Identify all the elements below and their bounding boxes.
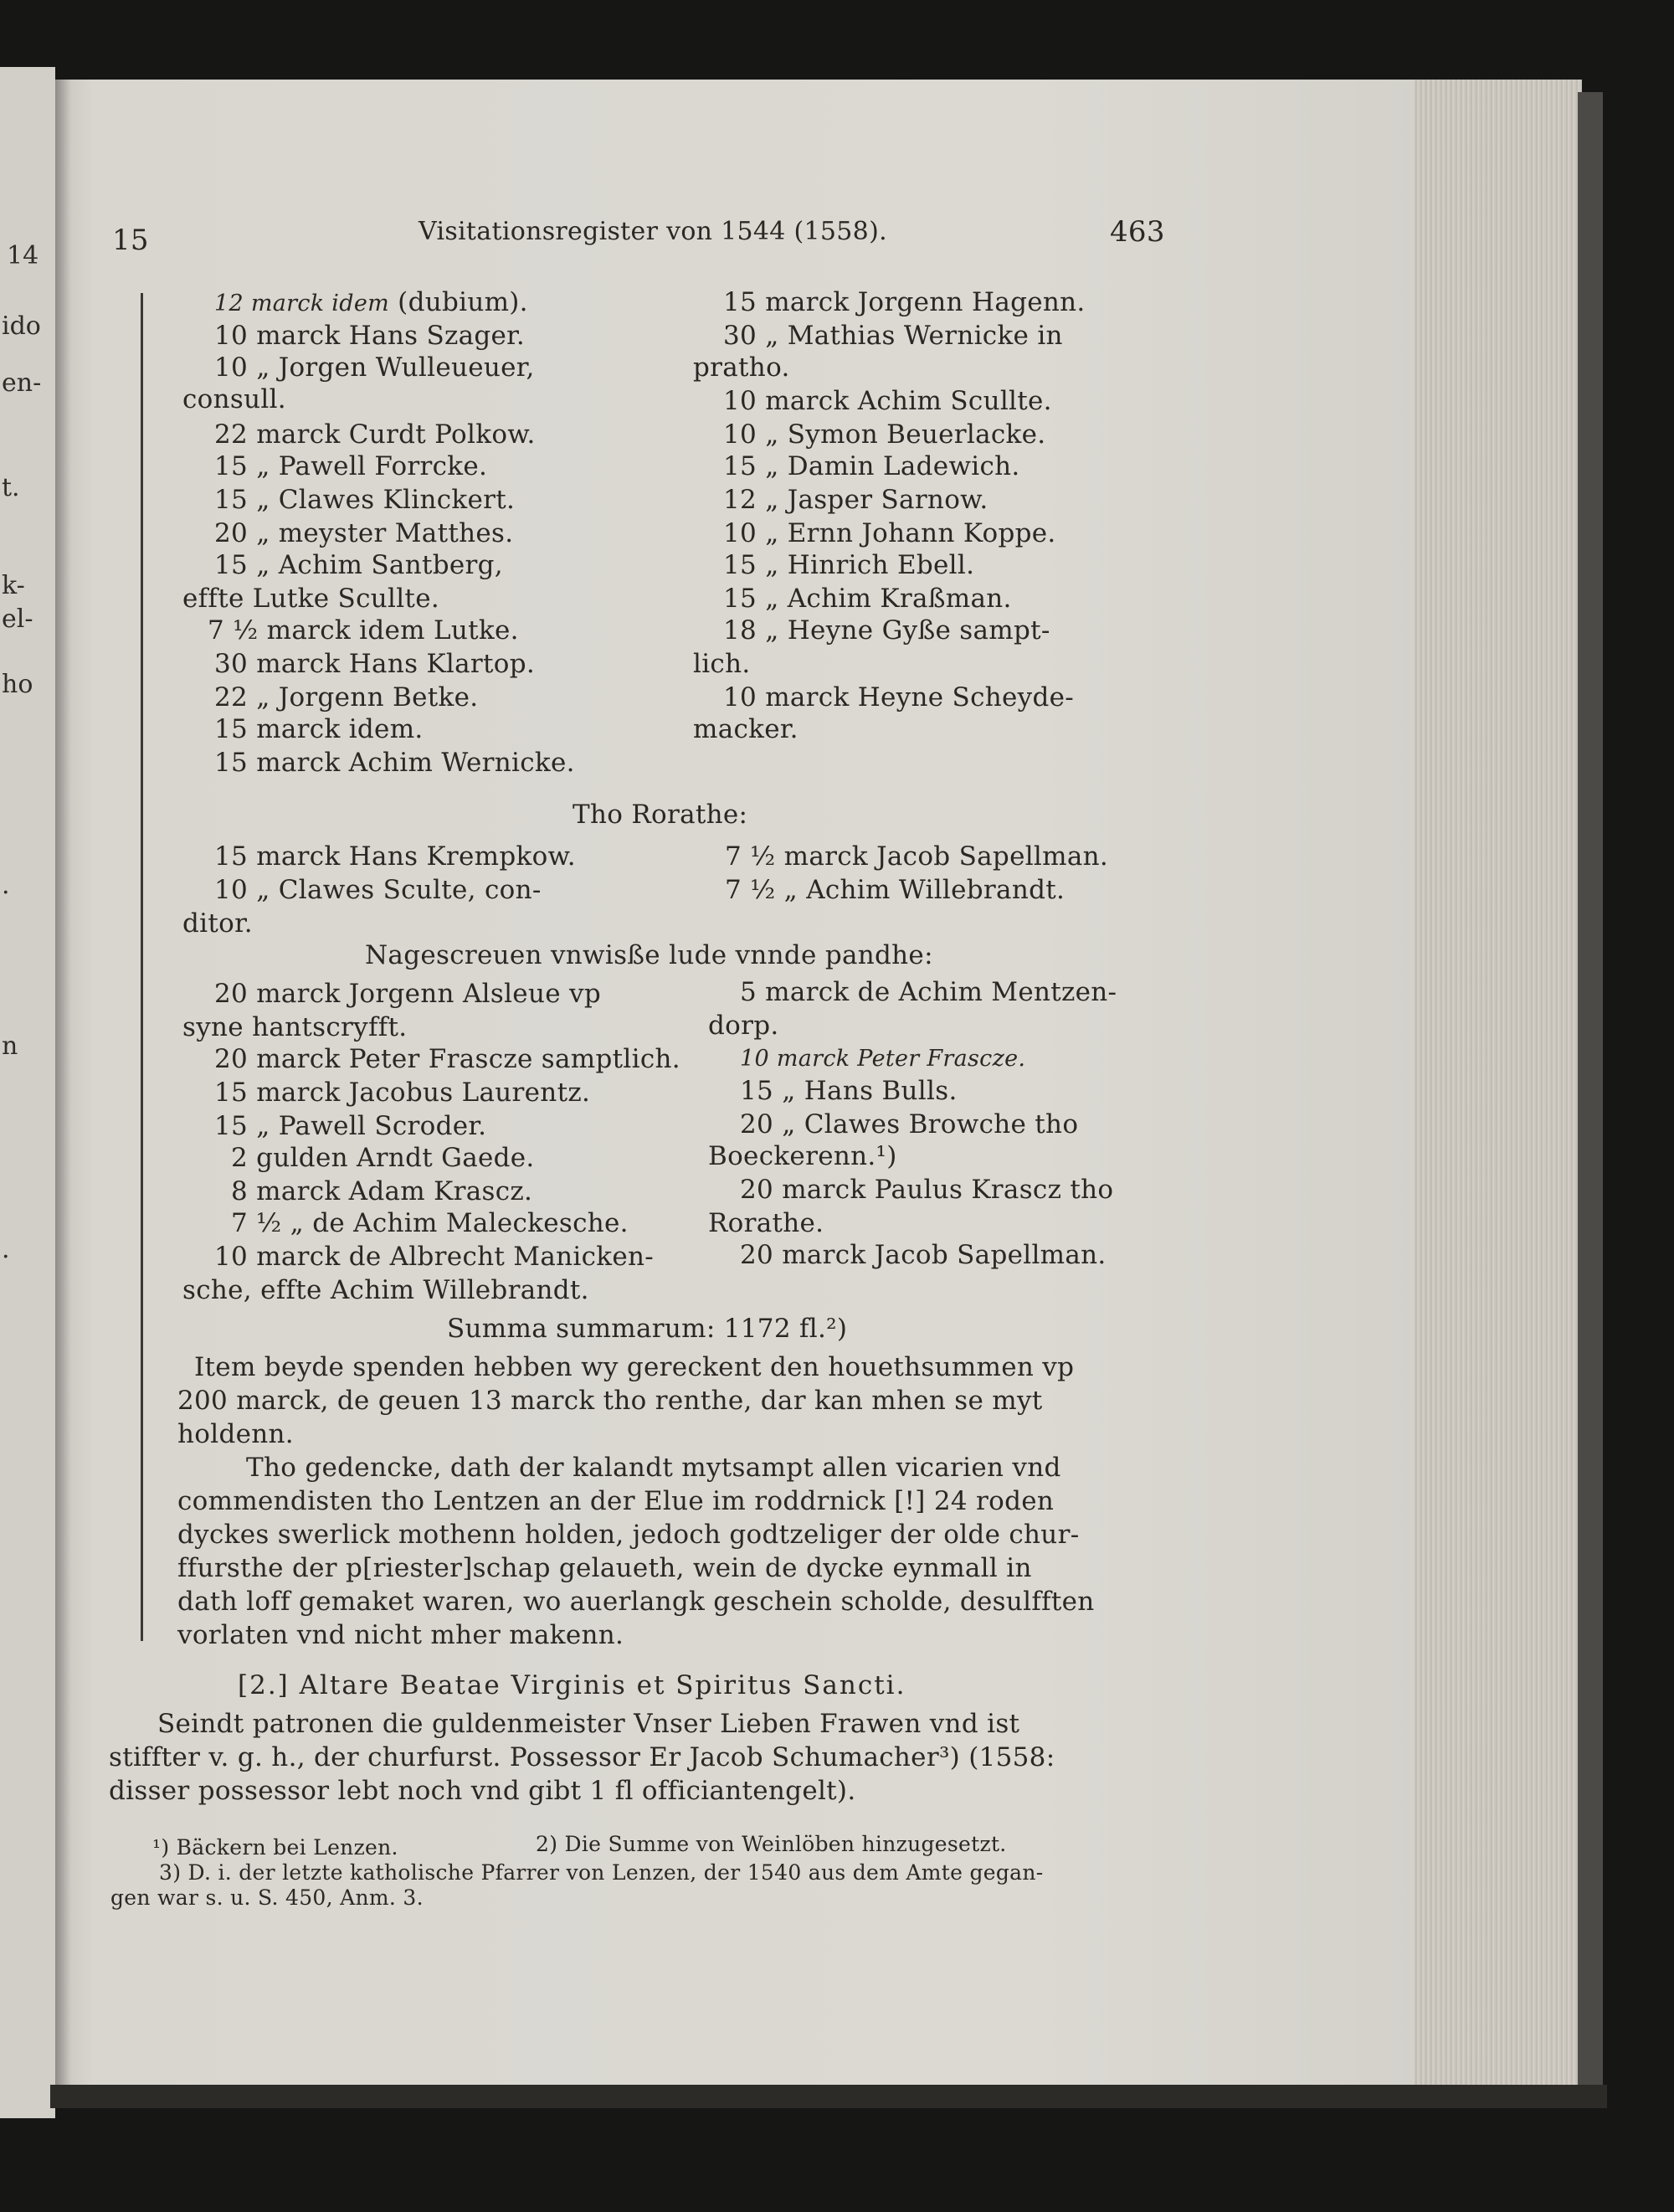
entry-line: 12 „ Jasper Sarnow. [723, 485, 988, 515]
entry-line: 15 „ Damin Ladewich. [723, 451, 1020, 481]
left-margin-text: k- [2, 571, 25, 600]
entry-line: 10 marck de Albrecht Manicken- [214, 1242, 655, 1272]
entry-line: effte Lutke Scullte. [182, 584, 439, 614]
paragraph-line: dath loff gemaket waren, wo auerlangk geschein scholde, desulfften [177, 1587, 1095, 1617]
paragraph-line: holdenn. [177, 1419, 294, 1449]
paragraph-line: ffursthe der p[riester]schap gelaueth, wein de dycke eynmall in [177, 1553, 1032, 1583]
entry-line: 15 „ Hans Bulls. [740, 1076, 958, 1106]
entry-line: 15 „ Hinrich Ebell. [723, 550, 975, 580]
left-folio: 15 [112, 224, 149, 257]
left-margin-text: 14 [7, 241, 39, 270]
entry-line: pratho. [693, 352, 790, 383]
entry-line: 15 marck Jorgenn Hagenn. [723, 287, 1086, 317]
left-margin-text: en- [2, 368, 42, 398]
entry-line: 30 „ Mathias Wernicke in [723, 321, 1063, 351]
entry-line: 7 ½ marck idem Lutke. [208, 615, 519, 646]
paragraph-line: vorlaten vnd nicht mher makenn. [177, 1620, 624, 1650]
entry-line: 20 „ Clawes Browche tho [740, 1109, 1079, 1139]
paragraph-line: Item beyde spenden hebben wy gereckent den houethsummen vp [194, 1352, 1075, 1382]
left-margin-text: el- [2, 604, 33, 634]
paragraph-line: dyckes swerlick mothenn holden, jedoch godtzeliger der olde chur- [177, 1520, 1080, 1550]
entry-line: 22 marck Curdt Polkow. [214, 419, 536, 450]
cover-edge [1578, 92, 1603, 2097]
paragraph-line: Seindt patronen die guldenmeister Vnser Lieben Frawen vnd ist [157, 1709, 1020, 1739]
paragraph-line: 200 marck, de geuen 13 marck tho renthe, dar kan mhen se myt [177, 1386, 1043, 1416]
entry-line: 7 ½ „ Achim Willebrandt. [725, 875, 1066, 905]
section-heading: [2.] Altare Beatae Virginis et Spiritus Sancti. [238, 1670, 906, 1700]
paragraph-line: Tho gedencke, dath der kalandt mytsampt allen vicarien vnd [246, 1453, 1061, 1483]
entry-line: macker. [693, 714, 798, 744]
entry-line: 15 marck Hans Krempkow. [214, 841, 576, 872]
entry-line: ditor. [182, 908, 253, 939]
entry-line: 22 „ Jorgenn Betke. [214, 682, 479, 712]
entry-line: 10 „ Symon Beuerlacke. [723, 419, 1046, 450]
entry-line: 8 marck Adam Krascz. [231, 1176, 533, 1206]
left-margin-text: . [2, 871, 10, 900]
left-margin-text: ido [2, 311, 41, 341]
section-heading: Tho Rorathe: [573, 800, 748, 830]
section-heading: Nagescreuen vnwisße lude vnnde pandhe: [365, 940, 933, 970]
footnote: gen war s. u. S. 450, Anm. 3. [110, 1885, 424, 1910]
entry-line: 20 marck Peter Frascze samptlich. [214, 1044, 680, 1074]
paragraph-line: stiffter v. g. h., der churfurst. Possessor Er Jacob Schumacher³) (1558: [109, 1742, 1055, 1772]
entry-line: 2 gulden Arndt Gaede. [231, 1143, 535, 1173]
entry-line: 12 marck idem (dubium). [214, 287, 528, 317]
entry-line: 10 „ Ernn Johann Koppe. [723, 518, 1056, 548]
entry-line: 15 „ Pawell Scroder. [214, 1111, 487, 1141]
entry-line: sche, effte Achim Willebrandt. [182, 1275, 589, 1305]
margin-rule [141, 293, 143, 1641]
entry-line: 15 marck Achim Wernicke. [214, 748, 575, 778]
entry-line: 15 „ Achim Kraßman. [723, 584, 1012, 614]
running-title: Visitationsregister von 1544 (1558). [418, 217, 887, 246]
entry-line: 10 „ Clawes Sculte, con- [214, 875, 542, 905]
footnote: ¹) Bäckern bei Lenzen. [152, 1835, 398, 1860]
paragraph-line: disser possessor lebt noch vnd gibt 1 fl officiantengelt). [109, 1776, 856, 1806]
paragraph-line: commendisten tho Lentzen an der Elue im roddrnick [!] 24 roden [177, 1486, 1055, 1516]
left-margin-text: n [2, 1031, 18, 1061]
entry-line: 5 marck de Achim Mentzen- [740, 977, 1117, 1007]
summa-line: Summa summarum: 1172 fl.²) [447, 1314, 848, 1344]
entry-line: 7 ½ marck Jacob Sapellman. [725, 841, 1109, 872]
entry-line: Rorathe. [708, 1208, 824, 1238]
left-margin-text: . [2, 1235, 10, 1264]
entry-line: 20 „ meyster Matthes. [214, 518, 514, 548]
entry-line: 20 marck Jacob Sapellman. [740, 1240, 1107, 1270]
entry-line: syne hantscryfft. [182, 1012, 408, 1042]
book-gutter [55, 80, 95, 2089]
entry-line: 15 „ Pawell Forrcke. [214, 451, 488, 481]
entry-line: 10 marck Hans Szager. [214, 321, 526, 351]
bottom-shadow [50, 2085, 1607, 2108]
left-margin-text: ho [2, 670, 33, 699]
entry-line: Boeckerenn.¹) [708, 1141, 897, 1171]
entry-line: 10 marck Peter Frascze. [740, 1046, 1026, 1072]
entry-line: 10 marck Heyne Scheyde- [723, 682, 1075, 712]
entry-line: 10 marck Achim Scullte. [723, 386, 1052, 416]
page-edges [1415, 80, 1582, 2097]
entry-line: 15 marck Jacobus Laurentz. [214, 1078, 591, 1108]
entry-line: 10 „ Jorgen Wulleueuer, [214, 352, 535, 383]
entry-line: 18 „ Heyne Gyße sampt- [723, 615, 1050, 646]
left-margin-text: t. [2, 473, 20, 502]
entry-line: 20 marck Paulus Krascz tho [740, 1175, 1114, 1205]
entry-line: 15 marck idem. [214, 714, 424, 744]
entry-line: lich. [693, 649, 751, 679]
entry-line: 15 „ Achim Santberg, [214, 550, 503, 580]
entry-line: 15 „ Clawes Klinckert. [214, 485, 516, 515]
entry-line: 7 ½ „ de Achim Maleckesche. [231, 1208, 629, 1238]
entry-line: 20 marck Jorgenn Alsleue vp [214, 979, 601, 1009]
footnote: 2) Die Summe von Weinlöben hinzugesetzt. [536, 1832, 1007, 1856]
entry-line: dorp. [708, 1011, 779, 1041]
page-number: 463 [1110, 215, 1165, 249]
entry-line: 30 marck Hans Klartop. [214, 649, 536, 679]
footnote: 3) D. i. der letzte katholische Pfarrer von Lenzen, der 1540 aus dem Amte gegan- [159, 1860, 1044, 1885]
entry-line: consull. [182, 384, 286, 414]
